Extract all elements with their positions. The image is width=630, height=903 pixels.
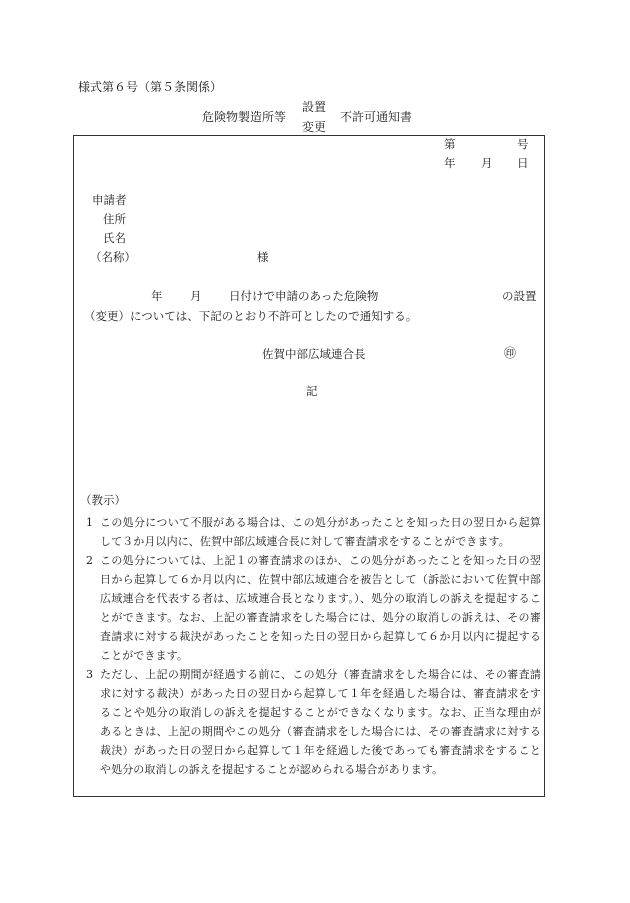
document-title: 危険物製造所等	[202, 110, 287, 124]
date-day-label: 日	[517, 156, 529, 170]
body-install-text: の設置	[502, 289, 537, 303]
document-title-suffix: 不許可通知書	[340, 110, 413, 124]
body-date-text: 日付けで申請のあった危険物	[229, 289, 379, 303]
issuer-name: 佐賀中部広域連合長	[262, 347, 366, 361]
number-unit: 号	[517, 137, 529, 151]
seal-mark: ㊞	[504, 346, 517, 360]
kyoji-heading: （教示）	[80, 493, 126, 507]
applicant-honorific: 様	[257, 250, 269, 264]
body-month-label: 月	[190, 289, 202, 303]
applicant-name-label: 氏名	[103, 231, 126, 245]
note-text: この処分については、上記１の審査請求のほか、この処分があったことを知った日の翌日から起算して６か月以内に、佐賀中部広域連合を被告として（訴訟において佐賀中部広域連合を代表する者は、広域連合長となります。）、処分の取消しの訴えを提起することができます。なお、上記の審査請求をした場合には、処分の取消しの訴えは、その審査請求に対する裁決があったことを知った日の翌日から起算して６か月以内に提起することができます。	[100, 554, 541, 662]
date-month-label: 月	[481, 156, 493, 170]
note-text: この処分について不服がある場合は、この処分があったことを知った日の翌日から起算して３か月以内に、佐賀中部広域連合長に対して審査請求をすることができます。	[100, 516, 541, 548]
title-change-option: 変更	[302, 120, 327, 134]
number-label: 第	[444, 137, 456, 151]
ki-heading: 記	[306, 384, 318, 398]
title-setting-option: 設置	[302, 100, 327, 114]
body-year-label: 年	[151, 289, 163, 303]
note-number: 1	[86, 516, 93, 529]
note-item	[86, 513, 541, 551]
note-number: 3	[86, 668, 93, 681]
note-number: 2	[86, 554, 93, 567]
form-label: 様式第６号（第５条関係）	[78, 80, 223, 94]
applicant-corp-name-label: （名称）	[90, 250, 136, 264]
notes-list	[86, 513, 541, 779]
note-item	[86, 551, 541, 665]
note-text: ただし、上記の期間が経過する前に、この処分（審査請求をした場合には、その審査請求に対する裁決）があった日の翌日から起算して１年を経過した場合は、審査請求をすることや処分の取消しの訴えを提起することができなくなります。なお、正当な理由があるときは、上記の期間やこの処分（審査請求をした場合には、その審査請求に対する裁決）があった日の翌日から起算して１年を経過した後であっても審査請求をすることや処分の取消しの訴えを提起することが認められる場合があります。	[100, 668, 541, 776]
applicant-label: 申請者	[92, 193, 127, 207]
note-item	[86, 665, 541, 779]
date-year-label: 年	[444, 156, 456, 170]
applicant-address-label: 住所	[103, 212, 126, 226]
body-notice-text: （変更）については、下記のとおり不許可としたので通知する。	[84, 309, 418, 323]
